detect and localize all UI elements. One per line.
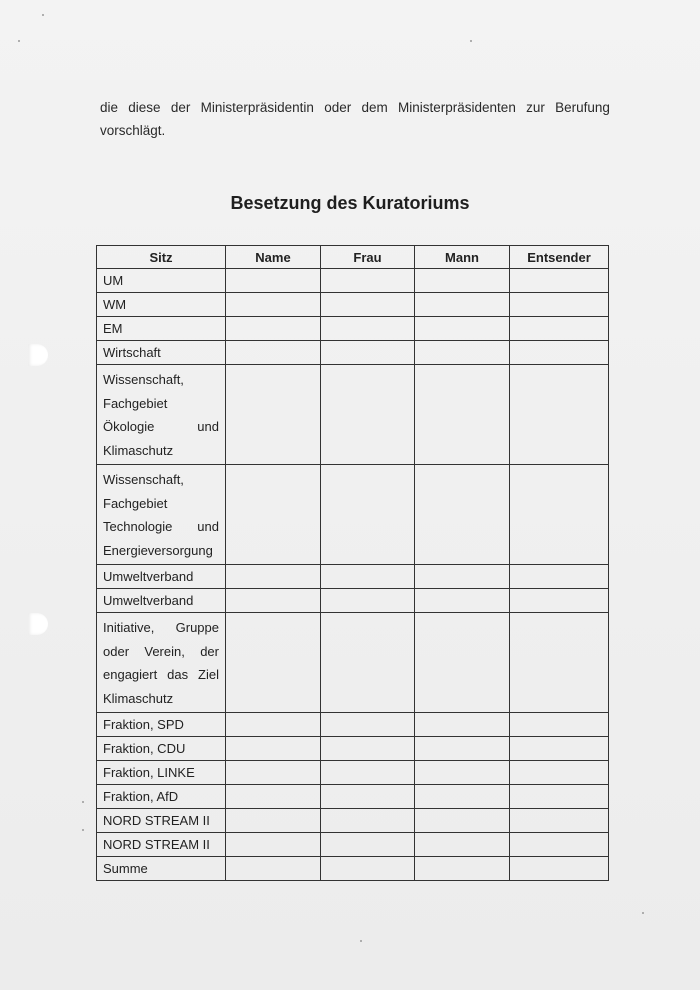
entsender-cell[interactable] [510,761,609,785]
frau-cell[interactable] [321,833,415,857]
intro-word: Ministerpräsidenten [398,100,516,115]
sitz-cell: NORD STREAM II [97,833,226,857]
frau-cell[interactable] [321,269,415,293]
scan-speck [642,912,644,914]
table-row [97,293,609,317]
mann-cell[interactable] [415,365,510,465]
frau-cell[interactable] [321,613,415,713]
sitz-cell: Fraktion, AfD [97,785,226,809]
header-sitz: Sitz [97,246,226,269]
entsender-cell[interactable] [510,857,609,881]
sitz-cell: Summe [97,857,226,881]
table-row [97,317,609,341]
table-row [97,857,609,881]
table-row [97,809,609,833]
table-row [97,341,609,365]
scan-speck [82,829,84,831]
entsender-cell[interactable] [510,465,609,565]
entsender-cell[interactable] [510,293,609,317]
section-title: Besetzung des Kuratoriums [230,193,470,213]
header-name: Name [226,246,321,269]
sitz-cell: Wissenschaft, Fachgebiet Ökologie und Klimaschutz [97,365,226,465]
name-cell[interactable] [226,365,321,465]
scan-speck [18,40,20,42]
sitz-cell: Fraktion, LINKE [97,761,226,785]
intro-word: der [170,100,191,115]
intro-word: oder [324,100,352,115]
entsender-cell[interactable] [510,269,609,293]
frau-cell[interactable] [321,465,415,565]
name-cell[interactable] [226,613,321,713]
intro-paragraph [100,96,610,142]
header-frau: Frau [321,246,415,269]
table-row [97,761,609,785]
frau-cell[interactable] [321,809,415,833]
punch-hole-top [28,344,48,366]
header-entsender: Entsender [510,246,609,269]
table-row [97,613,609,713]
intro-word: diese [128,100,161,115]
mann-cell[interactable] [415,589,510,613]
name-cell[interactable] [226,269,321,293]
entsender-cell[interactable] [510,713,609,737]
scan-speck [42,14,44,16]
frau-cell[interactable] [321,341,415,365]
frau-cell[interactable] [321,737,415,761]
table-row [97,737,609,761]
table-row [97,365,609,465]
mann-cell[interactable] [415,785,510,809]
intro-word: zur [526,100,545,115]
sitz-cell: EM [97,317,226,341]
frau-cell[interactable] [321,857,415,881]
intro-line-2: vorschlägt. [100,123,166,138]
mann-cell[interactable] [415,713,510,737]
mann-cell[interactable] [415,857,510,881]
header-mann: Mann [415,246,510,269]
entsender-cell[interactable] [510,589,609,613]
name-cell[interactable] [226,737,321,761]
table-row [97,565,609,589]
mann-cell[interactable] [415,613,510,713]
mann-cell[interactable] [415,809,510,833]
name-cell[interactable] [226,565,321,589]
entsender-cell[interactable] [510,613,609,713]
frau-cell[interactable] [321,293,415,317]
frau-cell[interactable] [321,589,415,613]
mann-cell[interactable] [415,737,510,761]
table-row [97,269,609,293]
frau-cell[interactable] [321,713,415,737]
kuratorium-table [96,245,609,881]
table-row [97,589,609,613]
name-cell[interactable] [226,589,321,613]
table-row [97,785,609,809]
mann-cell[interactable] [415,465,510,565]
entsender-cell[interactable] [510,341,609,365]
name-cell[interactable] [226,785,321,809]
punch-hole-bottom [28,613,48,635]
name-cell[interactable] [226,293,321,317]
intro-word: Ministerpräsidentin [200,100,314,115]
frau-cell[interactable] [321,761,415,785]
sitz-cell: Wissenschaft, Fachgebiet Technologie und Energieversorgung [97,465,226,565]
name-cell[interactable] [226,465,321,565]
name-cell[interactable] [226,317,321,341]
sitz-cell: Umweltverband [97,565,226,589]
table-row [97,833,609,857]
sitz-cell: Fraktion, SPD [97,713,226,737]
sitz-cell: Fraktion, CDU [97,737,226,761]
mann-cell[interactable] [415,341,510,365]
table-row [97,465,609,565]
sitz-cell: Wirtschaft [97,341,226,365]
intro-word: Berufung [555,100,610,115]
entsender-cell[interactable] [510,737,609,761]
name-cell[interactable] [226,341,321,365]
mann-cell[interactable] [415,761,510,785]
sitz-cell: NORD STREAM II [97,809,226,833]
frau-cell[interactable] [321,317,415,341]
scan-speck [82,801,84,803]
sitz-cell: Initiative, Gruppe oder Verein, der engagiert das Ziel Klimaschutz [97,613,226,713]
table-header-row [97,246,609,269]
entsender-cell[interactable] [510,785,609,809]
frau-cell[interactable] [321,565,415,589]
entsender-cell[interactable] [510,809,609,833]
frau-cell[interactable] [321,365,415,465]
scan-speck [360,940,362,942]
sitz-cell: WM [97,293,226,317]
table-row [97,713,609,737]
mann-cell[interactable] [415,317,510,341]
mann-cell[interactable] [415,833,510,857]
entsender-cell[interactable] [510,833,609,857]
entsender-cell[interactable] [510,317,609,341]
name-cell[interactable] [226,761,321,785]
intro-word: die [100,100,119,115]
scan-speck [470,40,472,42]
name-cell[interactable] [226,833,321,857]
frau-cell[interactable] [321,785,415,809]
sitz-cell: Umweltverband [97,589,226,613]
mann-cell[interactable] [415,269,510,293]
sitz-cell: UM [97,269,226,293]
mann-cell[interactable] [415,293,510,317]
name-cell[interactable] [226,809,321,833]
entsender-cell[interactable] [510,565,609,589]
intro-word: dem [361,100,388,115]
name-cell[interactable] [226,713,321,737]
entsender-cell[interactable] [510,365,609,465]
name-cell[interactable] [226,857,321,881]
intro-line-1 [100,96,610,119]
mann-cell[interactable] [415,565,510,589]
